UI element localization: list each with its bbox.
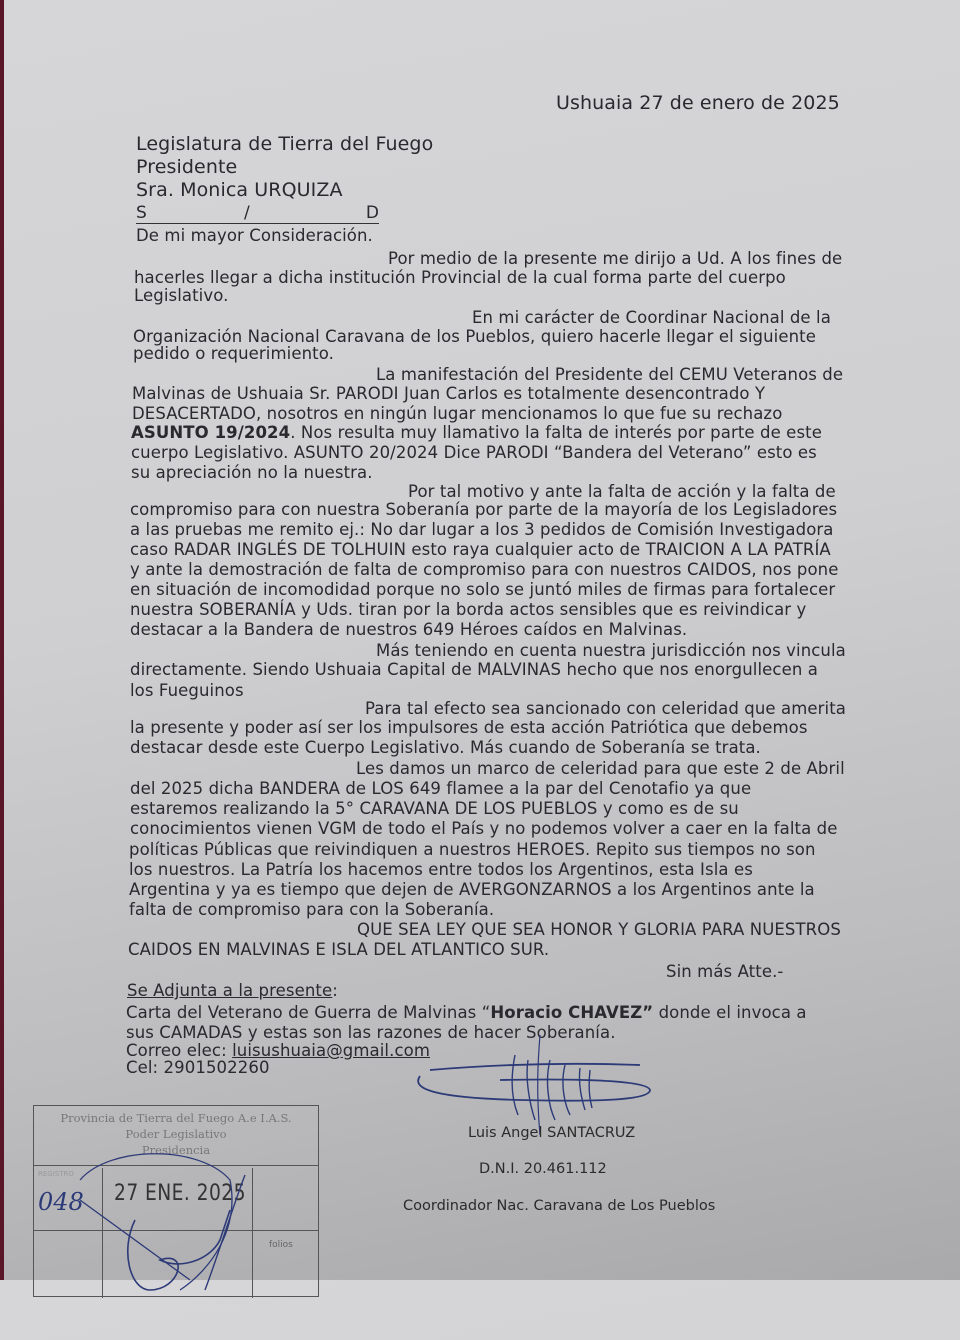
text: hacerles llegar a dicha institución Provincial de la cual forma parte del cuerpo — [134, 268, 786, 287]
body-line: cuerpo Legislativo. ASUNTO 20/2024 Dice PARODI “Bandera del Veterano” esto es — [131, 443, 817, 462]
stamp-signature — [40, 1140, 280, 1340]
stamp-line: Poder Legislativo — [125, 1127, 227, 1141]
body-line: Para tal efecto sea sancionado con celeridad que amerita — [365, 699, 846, 718]
page-edge — [0, 0, 4, 1280]
body-line: DESACERTADO, nosotros en ningún lugar mencionamos lo que fue su rechazo — [132, 404, 783, 423]
body-line: la presente y poder así ser los impulsores de esta acción Patriótica que debemos — [130, 718, 808, 737]
stamp-line: Provincia de Tierra del Fuego A.e I.A.S. — [60, 1111, 292, 1125]
text: Carta del Veterano de Guerra de Malvinas “ — [126, 1003, 491, 1022]
body-line: nuestra SOBERANÍA y Uds. tiran por la borda actos sensibles que es reivindicar y — [130, 600, 807, 619]
email-link[interactable]: luisushuaia@gmail.com — [232, 1041, 431, 1060]
sd-left: S — [136, 203, 147, 223]
body-line: falta de compromiso para con la Soberanía. — [129, 900, 495, 919]
place-date: Ushuaia 27 de enero de 2025 — [556, 92, 840, 114]
recipient-role: Presidente — [136, 156, 238, 178]
body-line: pedido o requerimiento. — [133, 344, 334, 363]
stamp-date: 27 ENE. 2025 — [114, 1181, 246, 1206]
body-line: y ante la demostración de falta de compromiso para con nuestros CAIDOS, nos pone — [130, 560, 839, 579]
email-label: Correo elec: — [126, 1041, 233, 1060]
body-line: a las pruebas me remito ej.: No dar lugar a los 3 pedidos de Comisión Investigadora — [130, 520, 834, 539]
body-line: su apreciación no la nuestra. — [131, 463, 373, 482]
stamp-line: Presidencia — [141, 1143, 211, 1157]
signer-title: Coordinador Nac. Caravana de Los Pueblos — [403, 1198, 716, 1214]
attachment-line: sus CAMADAS y estas son las razones de hacer Soberanía. — [126, 1023, 616, 1042]
closing-line: CAIDOS EN MALVINAS E ISLA DEL ATLANTICO SUR. — [128, 940, 550, 959]
body-line: conocimientos vienen VGM de todo el País y no podemos volver a caer en la falta de — [130, 819, 838, 838]
body-line: los Fueguinos — [130, 681, 244, 700]
body-line: políticas Públicas que reivindiquen a nuestros HEROES. Repito sus tiempos no son — [129, 840, 816, 859]
body-line: Organización Nacional Caravana de los Pueblos, quiero hacerle llegar el siguiente — [133, 327, 816, 346]
body-line: Argentina y ya es tiempo que dejen de AVERGONZARNOS a los Argentinos ante la — [129, 880, 815, 899]
body-line: destacar desde este Cuerpo Legislativo. Más cuando de Soberanía se trata. — [130, 738, 761, 757]
body-line: destacar a la Bandera de nuestros 649 Héroes caídos en Malvinas. — [130, 620, 688, 639]
body-line: los nuestros. La Patría los hacemos entre todos los Argentinos, esta Isla es — [129, 860, 753, 879]
body-line: en situación de incomodidad porque no solo se juntó miles de firmas para fortalecer — [130, 580, 836, 599]
veteran-name: Horacio CHAVEZ” — [490, 1003, 654, 1022]
asunto-19: ASUNTO 19/2024 — [131, 423, 291, 442]
body-line: Malvinas de Ushuaia Sr. PARODI Juan Carlos es totalmente desencontrado Y — [132, 384, 766, 403]
body-line: Más teniendo en cuenta nuestra jurisdicción nos vincula — [376, 641, 846, 660]
recipient-name: Sra. Monica URQUIZA — [136, 179, 343, 201]
body-line: caso RADAR INGLÉS DE TOLHUIN esto raya cualquier acto de TRAICION A LA PATRÍA — [130, 540, 831, 559]
body-line: Legislativo. — [134, 286, 229, 305]
body-line: La manifestación del Presidente del CEMU Veteranos de — [376, 365, 844, 384]
sd-right: D — [365, 203, 379, 223]
body-line: compromiso para con nuestra Soberanía por parte de la mayoría de los Legisladores — [130, 500, 838, 519]
phone-line: Cel: 2901502260 — [126, 1058, 270, 1077]
text: : — [332, 981, 338, 1000]
closing-regards: Sin más Atte.- — [666, 962, 784, 981]
text: Se Adjunta a la presente — [127, 981, 333, 1000]
body-line: Por medio de la presente me dirijo a Ud. A los fines de — [388, 249, 843, 268]
body-line: Por tal motivo y ante la falta de acción y la falta de — [408, 482, 836, 501]
attachment-heading — [127, 981, 338, 1000]
sd-line — [136, 203, 379, 224]
text: . Nos resulta muy llamativo la falta de interés por parte de este — [290, 423, 822, 442]
registro-number: 048 — [38, 1188, 84, 1216]
recipient-institution: Legislatura de Tierra del Fuego — [136, 133, 434, 155]
salutation: De mi mayor Consideración. — [136, 226, 373, 245]
closing-line: QUE SEA LEY QUE SEA HONOR Y GLORIA PARA NUESTROS — [357, 920, 841, 939]
signer-name: Luis Angel SANTACRUZ — [468, 1125, 636, 1141]
body-line: estaremos realizando la 5° CARAVANA DE LOS PUEBLOS y como es de su — [130, 799, 739, 818]
body-line: directamente. Siendo Ushuaia Capital de MALVINAS hecho que nos enorgullecen a — [130, 660, 818, 679]
body-line: En mi carácter de Coordinar Nacional de la — [472, 308, 831, 327]
body-line — [134, 268, 848, 287]
folios-label: folios — [269, 1240, 293, 1250]
text: donde el invoca a — [653, 1003, 807, 1022]
signer-dni: D.N.I. 20.461.112 — [479, 1161, 607, 1177]
body-line — [131, 423, 822, 442]
body-line: del 2025 dicha BANDERA de LOS 649 flamee a la par del Cenotafio ya que — [130, 779, 752, 798]
registro-label: REGISTRO — [38, 1170, 74, 1178]
body-line: Les damos un marco de celeridad para que este 2 de Abril — [356, 759, 845, 778]
sd-slash: / — [244, 203, 250, 223]
